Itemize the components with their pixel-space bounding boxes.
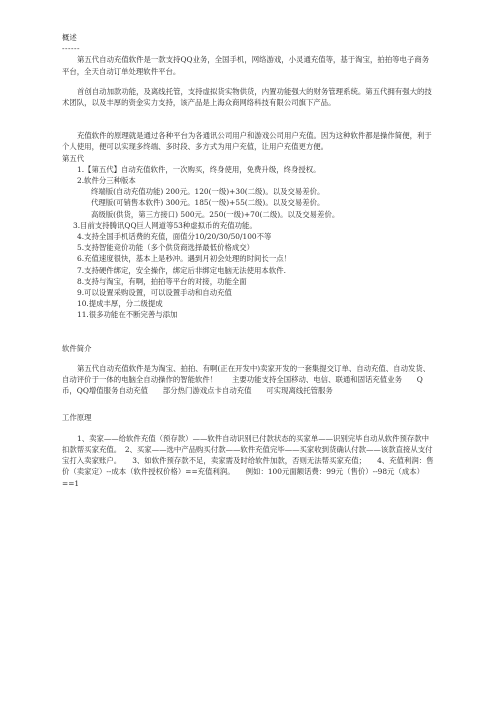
intro-paragraph: 第五代自动充值软件是为淘宝、拍拍、有啊(正在开发中)卖家开发的一套集提交订单、自动充值、自动发货、自动评价于一体的电脑全自动操作的智能软件！ 主要功能支持全国移动、电信、联通和固话充值业务 Q币，QQ增值服务自动充值 部分热门游戏点卡自动充值 可实现离线托管服务 <box>62 363 431 396</box>
features-heading: 第五代 <box>62 153 85 163</box>
feature-item: 10.提成丰厚，分二级提成 <box>77 299 163 309</box>
overview-paragraph-1: 第五代自动充值软件是一款支持QQ业务，全国手机，网络游戏，小灵通充值等，基于淘宝，拍拍等电子商务平台，全天自动订单处理软件平台。 <box>62 55 430 76</box>
overview-rule: ------ <box>62 44 80 54</box>
overview-paragraph-3: 充值软件的原理就是通过各种平台为各通讯公司用户和游戏公司用户充值。因为这种软件都是操作简便，利于个人使用，便可以实现多终端、多时段、多方式为用户充值，让用户充值更方便。 <box>62 131 432 152</box>
feature-item: 6.充值速度很快，基本上是秒冲。遇到月初会处理的时间长一点！ <box>77 254 291 264</box>
feature-item: 1.【第五代】自动充值软件，一次购买，终身使用，免费升级，终身授权。 <box>77 164 321 174</box>
feature-item: 3.目前支持腾讯QQ巨人网道等53种虚拟币的充值功能。 <box>73 220 257 230</box>
overview-paragraph-2: 首创自动加款功能，及离线托管，支持虚拟货实物供货，内置功能强大的财务管理系统。第五代拥有强大的技术团队，以及丰厚的资金实力支持，该产品是上海众商网络科技有限公司旗下产品。 <box>62 86 432 108</box>
intro-heading: 软件简介 <box>62 343 92 353</box>
version-item: 代理版(可销售本软件) 300元。185(一级)+55(二级)。以及交易差价。 <box>91 198 325 208</box>
feature-item: 7.支持硬件绑定，安全操作，绑定后非绑定电脑无法使用本软件. <box>77 265 286 275</box>
principle-heading: 工作原理 <box>62 413 92 423</box>
version-item: 高级版(供货，第三方接口) 500元。250(一级)+70(二级)。以及交易差价。 <box>91 209 340 219</box>
document-body <box>62 32 434 489</box>
feature-item: 2.软件分三种版本 <box>77 176 136 186</box>
feature-item: 11.很多功能在不断完善与添加 <box>77 310 178 320</box>
versions-list <box>62 186 434 220</box>
version-item: 终端版(自动充值功能) 200元。120(一级)+30(二级)。以及交易差价。 <box>91 187 325 197</box>
feature-item: 9.可以设置采购设置，可以设置手动和自动充值 <box>77 288 232 298</box>
feature-item: 5.支持智能竞价功能（多个供货商选择最低价格成交） <box>77 243 255 253</box>
feature-item: 8.支持与淘宝，有啊，拍拍等平台的对接，功能全面 <box>77 276 247 286</box>
overview-heading: 概述 <box>62 33 77 42</box>
features-list <box>62 164 434 186</box>
features-list-continued <box>62 220 434 321</box>
principle-paragraph: 1、卖家——给软件充值（预存款）——软件自动识别已付款状态的买家单——识别完毕自动从软件预存款中扣款帮买家充值。 2、买家——选中产品购买付款——软件充值完毕——买家收到货确认付款——该款直接从支付宝打入卖家账户。 3、如软件预存款不足，卖家需及时给软件加款，否则无法帮买家充值； 4、充值利润：售价（卖家定）--成本（软件授权价格）==充值利润。 例如：100元面额话费：99元（售价）--98元（成本）==1 <box>62 433 434 488</box>
feature-item: 4.支持全国手机话费的充值，面值分10/20/30/50/100不等 <box>77 232 272 242</box>
